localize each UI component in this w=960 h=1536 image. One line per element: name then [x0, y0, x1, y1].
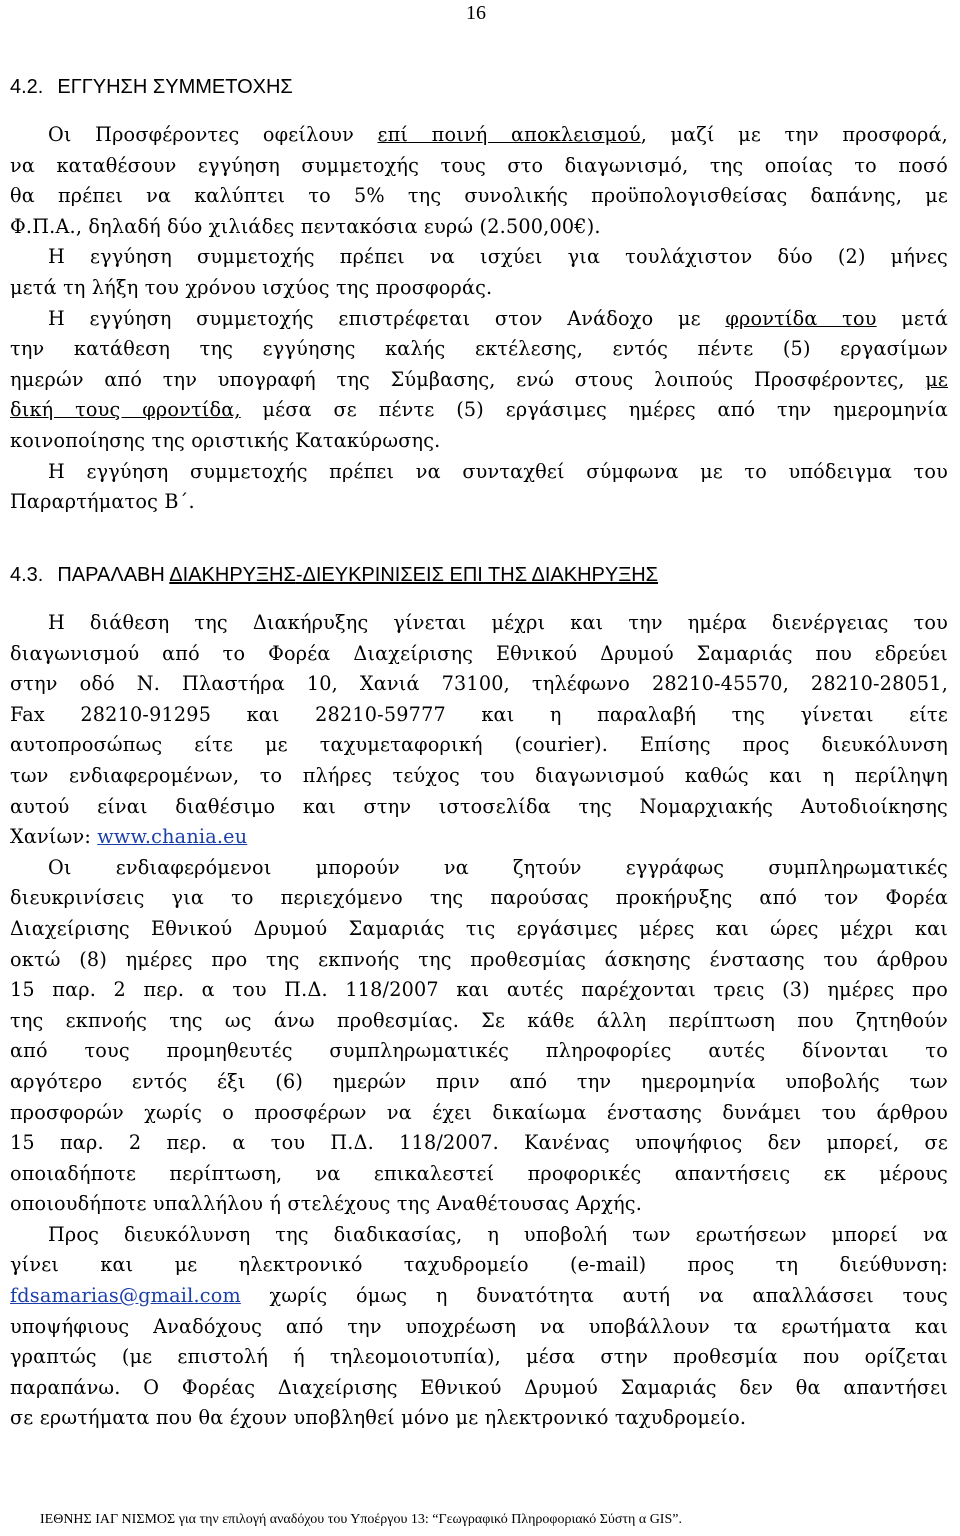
- underlined-text: με: [925, 367, 948, 391]
- text-line: οκτώ (8) ημέρες προ της εκπνοής της προθεσμίας άσκησης ένστασης του άρθρου: [10, 947, 948, 971]
- underlined-text: φροντίδα του: [725, 306, 877, 330]
- text-line: Η διάθεση της Διακήρυξης γίνεται μέχρι και την ημέρα διενέργειας του: [48, 611, 948, 634]
- text-line: αυτού είναι διαθέσιμο και στην ιστοσελίδα της Νομαρχιακής Αυτοδιοίκησης: [10, 794, 948, 818]
- text-line: Προς διευκόλυνση της διαδικασίας, η υποβολή των ερωτήσεων μπορεί να: [48, 1222, 948, 1246]
- text-line: στην οδό Ν. Πλαστήρα 10, Χανιά 73100, τηλέφωνο 28210-45570, 28210-28051,: [10, 672, 948, 696]
- page-footer: ΙΕΘΝΗΣ ΙΑΓ ΝΙΣΜΟΣ για την επιλογή αναδόχου του Υποέργου 13: “Γεωγραφικό Πληροφοριακό Σύστη α GIS”.: [40, 1512, 682, 1527]
- text-line: υποψήφιους Αναδόχους από την υποχρέωση να υποβάλλουν τα ερωτήματα και: [10, 1314, 948, 1338]
- text-line: Η εγγύηση συμμετοχής πρέπει να συνταχθεί σύμφωνα με το υπόδειγμα του: [48, 459, 948, 483]
- text-line: αυτοπροσώπως είτε με ταχυμεταφορική (courier). Επίσης προς διευκόλυνση: [10, 733, 948, 757]
- text-line: ημερών από την υπογραφή της Σύμβασης, ενώ στους λοιπούς Προσφέροντες, με: [10, 367, 948, 391]
- paragraph-template: [10, 457, 948, 518]
- section-title: ΕΓΓΥΗΣΗ ΣΥΜΜΕΤΟΧΗΣ: [57, 76, 293, 98]
- paragraph-clarifications: [10, 853, 948, 1220]
- underlined-text: επί ποινή αποκλεισμού: [377, 123, 641, 146]
- page-number: 16: [466, 2, 486, 24]
- paragraph-email: [10, 1220, 948, 1434]
- text-line: να καταθέσουν εγγύηση συμμετοχής τους στο διαγωνισμό, της οποίας το ποσό: [10, 153, 948, 177]
- paragraph-availability: [10, 608, 948, 853]
- text-line: Οι Προσφέροντες οφείλουν επί ποινή αποκλεισμού, μαζί με την προσφορά,: [48, 123, 948, 146]
- section-heading-4-3: [10, 564, 658, 587]
- text-line: διευκρινίσεις για το περιεχόμενο της παρούσας προκήρυξης από τον Φορέα: [10, 886, 948, 910]
- text-line: Οι ενδιαφερόμενοι μπορούν να ζητούν εγγράφως συμπληρωματικές: [48, 855, 948, 879]
- text-line: διαγωνισμού από το Φορέα Διαχείρισης Εθνικού Δρυμού Σαμαριάς που εδρεύει: [10, 641, 948, 665]
- text-line: δική τους φροντίδα, μέσα σε πέντε (5) εργάσιμες ημέρες από την ημερομηνία: [10, 398, 948, 422]
- text-line: 15 παρ. 2 περ. α του Π.Δ. 118/2007 και αυτές παρέχονται τρεις (3) ημέρες προ: [10, 978, 948, 1002]
- text-line: Φ.Π.Α., δηλαδή δύο χιλιάδες πεντακόσια ευρώ (2.500,00€).: [10, 214, 601, 238]
- text-line: σε ερωτήματα που θα έχουν υποβληθεί μόνο με ηλεκτρονικό ταχυδρομείο.: [10, 1406, 747, 1430]
- text-line: παραπάνω. Ο Φορέας Διαχείρισης Εθνικού Δρυμού Σαμαριάς δεν θα απαντήσει: [10, 1375, 948, 1399]
- section-4-3-body: [10, 608, 948, 1434]
- text-line: των ενδιαφερομένων, το πλήρες τεύχος του διαγωνισμού καθώς και η περίληψη: [10, 763, 948, 787]
- website-link[interactable]: www.chania.eu: [97, 825, 248, 849]
- paragraph-deposit: [10, 120, 948, 242]
- text-line: οποιαδήποτε περίπτωση, να επικαλεστεί προφορικές απαντήσεις εκ μέρους: [10, 1161, 948, 1185]
- text-line: Η εγγύηση συμμετοχής επιστρέφεται στον Ανάδοχο με φροντίδα του μετά: [48, 306, 948, 330]
- paragraph-return: [10, 304, 948, 457]
- section-4-2-body: [10, 120, 948, 518]
- text-line: Παραρτήματος Β΄.: [10, 490, 195, 514]
- text-line: γραπτώς (με επιστολή ή τηλεομοιοτυπία), μέσα στην προθεσμία που ορίζεται: [10, 1345, 948, 1369]
- text-line: κοινοποίησης της οριστικής Κατακύρωσης.: [10, 428, 441, 452]
- text-line: μετά τη λήξη του χρόνου ισχύος της προσφοράς.: [10, 275, 493, 299]
- paragraph-validity: [10, 242, 948, 303]
- text-line: από τους προμηθευτές συμπληρωματικές πληροφορίες αυτές δίνονται το: [10, 1039, 948, 1063]
- text-line: γίνει και με ηλεκτρονικό ταχυδρομείο (e-mail) προς τη διεύθυνση:: [10, 1253, 948, 1277]
- text-line: 15 παρ. 2 περ. α του Π.Δ. 118/2007. Κανένας υποψήφιος δεν μπορεί, σε: [10, 1131, 948, 1155]
- underlined-text: δική τους φροντίδα,: [10, 398, 241, 422]
- text-line: την κατάθεση της εγγύησης καλής εκτέλεσης, εντός πέντε (5) εργασίμων: [10, 337, 948, 361]
- text-line: Fax 28210-91295 και 28210-59777 και η παραλαβή της γίνεται είτε: [10, 702, 948, 726]
- text-line: Χανίων: www.chania.eu: [10, 825, 248, 849]
- text-line: προσφορών χωρίς ο προσφέρων να έχει δικαίωμα ένστασης δυνάμει του άρθρου: [10, 1100, 948, 1124]
- text-line: οποιουδήποτε υπαλλήλου ή στελέχους της Αναθέτουσας Αρχής.: [10, 1192, 643, 1216]
- text-line: αργότερο εντός έξι (6) ημερών πριν από την ημερομηνία υποβολής των: [10, 1069, 948, 1093]
- section-heading-4-2: [10, 76, 293, 99]
- section-number: 4.3.: [10, 564, 44, 586]
- email-link[interactable]: fdsamarias@gmail.com: [10, 1284, 241, 1308]
- text-line: θα πρέπει να καλύπτει το 5% της συνολικής προϋπολογισθείσας δαπάνης, με: [10, 184, 948, 208]
- text-line: Η εγγύηση συμμετοχής πρέπει να ισχύει για τουλάχιστον δύο (2) μήνες: [48, 245, 948, 269]
- text-line: fdsamarias@gmail.com χωρίς όμως η δυνατότητα αυτή να απαλλάσσει τους: [10, 1284, 948, 1308]
- text-line: της εκπνοής της ως άνω προθεσμίας. Σε κάθε άλλη περίπτωση που ζητηθούν: [10, 1008, 948, 1032]
- section-number: 4.2.: [10, 76, 44, 98]
- section-title: ΠΑΡΑΛΑΒΗ ΔΙΑΚΗΡΥΞΗΣ-ΔΙΕΥΚΡΙΝΙΣΕΙΣ ΕΠΙ ΤΗΣ ΔΙΑΚΗΡΥΞΗΣ: [57, 564, 659, 586]
- text-line: Διαχείρισης Εθνικού Δρυμού Σαμαριάς τις εργάσιμες μέρες και ώρες μέχρι και: [10, 916, 948, 940]
